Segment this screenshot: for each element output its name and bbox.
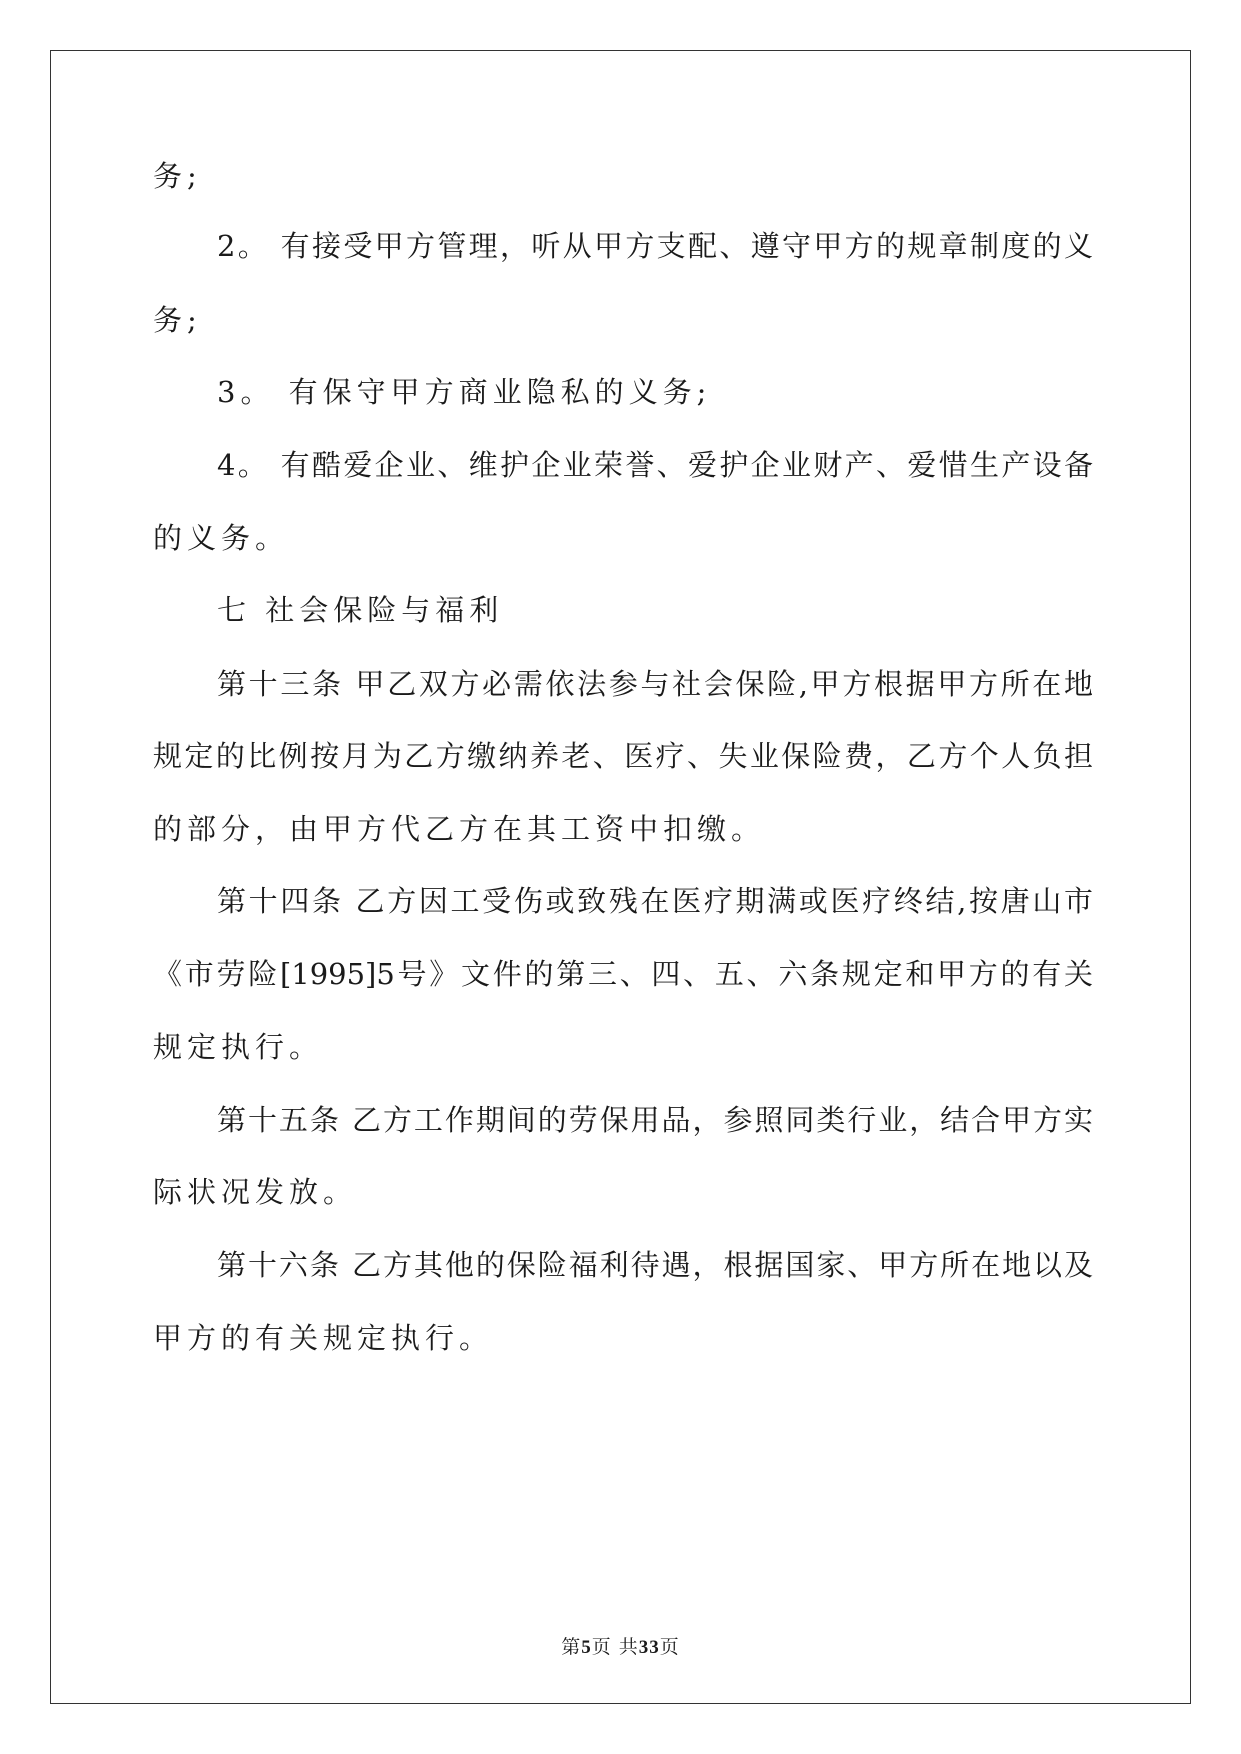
text-line-3: 务; xyxy=(153,303,202,337)
text-line-17: 甲方的有关规定执行。 xyxy=(153,1321,494,1355)
text-line-11: 第十四条 乙方因工受伤或致残在医疗期满或医疗终结,按唐山市 xyxy=(217,884,1093,918)
text-line-5: 4。 有酷爱企业、维护企业荣誉、爱护企业财产、爱惜生产设备 xyxy=(217,448,1093,482)
page-footer xyxy=(0,1632,1241,1659)
text-line-9: 规定的比例按月为乙方缴纳养老、医疗、失业保险费，乙方个人负担 xyxy=(153,739,1093,773)
footer-suffix: 页 xyxy=(659,1636,680,1658)
text-line-8: 第十三条 甲乙双方必需依法参与社会保险,甲方根据甲方所在地 xyxy=(217,667,1093,701)
text-line-2: 2。 有接受甲方管理，听从甲方支配、遵守甲方的规章制度的义 xyxy=(217,229,1093,263)
page-frame xyxy=(50,50,1191,1704)
text-line-14: 第十五条 乙方工作期间的劳保用品，参照同类行业，结合甲方实 xyxy=(217,1103,1093,1137)
text-line-15: 际状况发放。 xyxy=(153,1175,358,1209)
current-page-number: 5 xyxy=(581,1637,592,1658)
text-line-10: 的部分，由甲方代乙方在其工资中扣缴。 xyxy=(153,812,766,846)
footer-mid: 页 共 xyxy=(591,1636,639,1658)
total-page-number: 33 xyxy=(638,1637,660,1658)
text-line-13: 规定执行。 xyxy=(153,1030,324,1064)
text-line-1: 务; xyxy=(153,159,202,193)
text-line-4: 3。 有保守甲方商业隐私的义务; xyxy=(217,375,712,409)
footer-prefix: 第 xyxy=(561,1636,582,1658)
text-line-6: 的义务。 xyxy=(153,521,290,555)
text-line-16: 第十六条 乙方其他的保险福利待遇，根据国家、甲方所在地以及 xyxy=(217,1248,1093,1282)
text-line-12: 《市劳险[1995]5号》文件的第三、四、五、六条规定和甲方的有关 xyxy=(153,957,1093,991)
section-heading: 七 社会保险与福利 xyxy=(217,593,504,627)
